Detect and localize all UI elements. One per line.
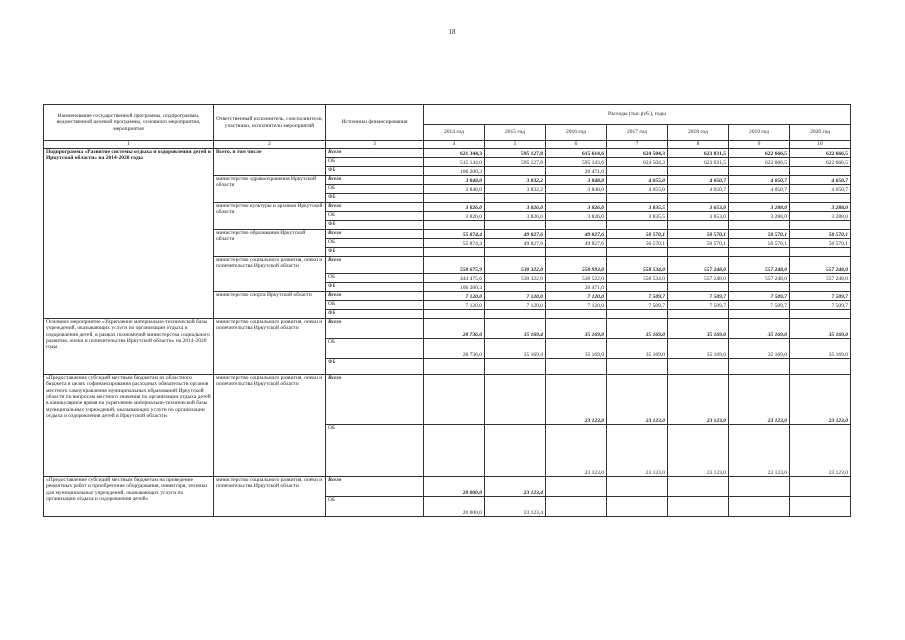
amount-cell xyxy=(424,221,485,230)
amount-cell: 4 050,7 xyxy=(668,176,729,185)
header-year: 2019 год xyxy=(729,125,790,141)
amount-cell: 3 848,0 xyxy=(546,185,607,194)
amount-cell xyxy=(668,194,729,203)
amount-cell: 23 123,0 xyxy=(668,375,729,425)
amount-cell: 7 509,7 xyxy=(729,301,790,310)
amount-cell: 106 200,3 xyxy=(424,283,485,292)
amount-cell: 20 471,0 xyxy=(546,283,607,292)
funding-source: ОБ xyxy=(326,425,424,477)
amount-cell: 50 570,1 xyxy=(607,239,668,248)
column-number: 4 xyxy=(424,141,485,149)
amount-cell: 530 322,0 xyxy=(485,274,546,283)
amount-cell xyxy=(485,425,546,477)
amount-cell: 23 123,0 xyxy=(790,425,851,477)
column-number: 7 xyxy=(607,141,668,149)
program-name: Основное мероприятие «Укрепление материально-технической базы учреждений, оказывающих услуги по организации отдыха и оздоровления детей, в рамках полномочий министерства социального развития, опеки и попечительства Иркутской области» на 2014-2020 годы xyxy=(44,319,214,375)
amount-cell xyxy=(668,359,729,375)
amount-cell: 35 169,4 xyxy=(485,339,546,359)
amount-cell xyxy=(607,477,668,497)
amount-cell: 7 509,7 xyxy=(790,301,851,310)
amount-cell: 55 874,4 xyxy=(424,230,485,239)
amount-cell xyxy=(424,310,485,319)
amount-cell xyxy=(729,194,790,203)
header-year: 2014 год xyxy=(424,125,485,141)
amount-cell: 530 522,0 xyxy=(546,274,607,283)
amount-cell: 3 653,0 xyxy=(668,212,729,221)
amount-cell: 50 570,1 xyxy=(729,230,790,239)
amount-cell: 35 169,0 xyxy=(546,319,607,339)
amount-cell xyxy=(607,194,668,203)
amount-cell xyxy=(790,194,851,203)
amount-cell: 3 826,0 xyxy=(485,212,546,221)
amount-cell: 4 050,7 xyxy=(729,185,790,194)
column-number: 3 xyxy=(326,141,424,149)
amount-cell: 49 827,6 xyxy=(485,239,546,248)
amount-cell xyxy=(790,497,851,517)
amount-cell xyxy=(729,283,790,292)
amount-cell xyxy=(729,359,790,375)
amount-cell: 49 827,6 xyxy=(546,230,607,239)
amount-cell: 3 835,5 xyxy=(607,212,668,221)
amount-cell xyxy=(668,310,729,319)
column-number: 9 xyxy=(729,141,790,149)
amount-cell xyxy=(668,283,729,292)
amount-cell: 23 123,4 xyxy=(485,497,546,517)
amount-cell: 50 570,1 xyxy=(729,239,790,248)
program-name: Подпрограмма «Развитие системы отдыха и оздоровления детей в Иркутской области» на 2014-2020 годы xyxy=(44,149,214,319)
amount-cell: 7 509,7 xyxy=(729,292,790,301)
amount-cell: 530 322,0 xyxy=(485,257,546,274)
amount-cell xyxy=(546,221,607,230)
amount-cell: 35 169,0 xyxy=(546,339,607,359)
amount-cell xyxy=(424,425,485,477)
funding-source: ОБ xyxy=(326,239,424,248)
amount-cell: 3 826,0 xyxy=(546,212,607,221)
header-year: 2020 год xyxy=(790,125,851,141)
amount-cell xyxy=(729,497,790,517)
amount-cell xyxy=(607,283,668,292)
amount-cell: 23 123,0 xyxy=(729,375,790,425)
amount-cell xyxy=(790,248,851,257)
table-row xyxy=(44,375,851,425)
funding-source: ОБ xyxy=(326,497,424,517)
amount-cell: 7 509,7 xyxy=(607,301,668,310)
executor: министерство социального развития, опеки и попечительства Иркутской области xyxy=(214,477,326,517)
funding-source: ФБ xyxy=(326,283,424,292)
amount-cell: 23 123,0 xyxy=(546,375,607,425)
amount-cell: 35 169,4 xyxy=(485,319,546,339)
amount-cell xyxy=(607,359,668,375)
header-name: Наименование государственной программы, подпрограммы, ведомственной целевой программы, основного мероприятия, мероприятия xyxy=(44,105,214,141)
amount-cell: 3 288,0 xyxy=(729,203,790,212)
amount-cell: 624 504,3 xyxy=(607,149,668,158)
funding-source: ОБ xyxy=(326,301,424,310)
funding-source: Всего xyxy=(326,230,424,239)
funding-source: Всего xyxy=(326,257,424,274)
amount-cell: 557 248,0 xyxy=(729,257,790,274)
amount-cell: 3 832,2 xyxy=(485,185,546,194)
amount-cell xyxy=(607,497,668,517)
program-name: «Предоставление субсидий местным бюджетам на проведение ремонтных работ и приобретение оборудования, инвентаря, техники для муниципальных учреждений, оказывающих услуги по организации отдыха и оздоровления детей» xyxy=(44,477,214,517)
funding-source: Всего xyxy=(326,176,424,185)
amount-cell: 3 826,0 xyxy=(424,203,485,212)
amount-cell: 7 120,0 xyxy=(546,301,607,310)
column-number: 6 xyxy=(546,141,607,149)
column-number: 5 xyxy=(485,141,546,149)
amount-cell: 3 653,0 xyxy=(668,203,729,212)
amount-cell: 35 169,0 xyxy=(668,339,729,359)
funding-source: ОБ xyxy=(326,339,424,359)
amount-cell xyxy=(546,194,607,203)
amount-cell: 595 127,8 xyxy=(485,158,546,167)
table-row xyxy=(44,149,851,158)
funding-source: ОБ xyxy=(326,185,424,194)
amount-cell: 4 050,7 xyxy=(729,176,790,185)
amount-cell xyxy=(729,167,790,176)
amount-cell xyxy=(546,359,607,375)
amount-cell: 3 288,0 xyxy=(729,212,790,221)
amount-cell xyxy=(485,375,546,425)
amount-cell: 35 169,0 xyxy=(729,319,790,339)
amount-cell: 7 120,0 xyxy=(485,292,546,301)
amount-cell xyxy=(729,310,790,319)
amount-cell xyxy=(729,248,790,257)
amount-cell: 622 666,5 xyxy=(790,149,851,158)
amount-cell: 3 826,0 xyxy=(424,212,485,221)
column-number: 2 xyxy=(214,141,326,149)
header-year: 2015 год xyxy=(485,125,546,141)
amount-cell xyxy=(485,221,546,230)
amount-cell xyxy=(729,221,790,230)
amount-cell xyxy=(668,477,729,497)
amount-cell xyxy=(485,359,546,375)
amount-cell xyxy=(668,167,729,176)
column-number: 1 xyxy=(44,141,214,149)
executor: министерство образования Иркутской области xyxy=(214,230,326,257)
page-number: 18 xyxy=(448,28,456,36)
amount-cell: 50 570,1 xyxy=(668,230,729,239)
column-number: 10 xyxy=(790,141,851,149)
amount-cell: 4 050,7 xyxy=(790,176,851,185)
executor: министерство спорта Иркутской области xyxy=(214,292,326,319)
amount-cell: 7 509,7 xyxy=(607,292,668,301)
funding-source: ФБ xyxy=(326,310,424,319)
funding-source: ФБ xyxy=(326,248,424,257)
amount-cell: 23 123,0 xyxy=(668,425,729,477)
amount-cell: 4 055,0 xyxy=(607,185,668,194)
amount-cell: 7 120,0 xyxy=(546,292,607,301)
funding-source: Всего xyxy=(326,203,424,212)
header-expenses: Расходы (тыс.руб.), годы xyxy=(424,105,851,125)
executor: министерство социального развития, опеки и попечительства Иркутской области xyxy=(214,319,326,375)
amount-cell: 3 826,0 xyxy=(485,203,546,212)
amount-cell: 106 200,3 xyxy=(424,167,485,176)
amount-cell: 49 827,6 xyxy=(546,239,607,248)
amount-cell: 557 248,0 xyxy=(668,274,729,283)
amount-cell: 3 848,0 xyxy=(424,185,485,194)
executor: министерство социального развития, опеки и попечительства Иркутской области xyxy=(214,257,326,292)
amount-cell: 558 534,0 xyxy=(607,274,668,283)
amount-cell xyxy=(790,359,851,375)
amount-cell: 622 666,5 xyxy=(729,158,790,167)
amount-cell: 4 050,7 xyxy=(790,185,851,194)
program-name: «Предоставление субсидий местным бюджетам из областного бюджета в целях софинансирования расходных обязательств органов местного самоуправления муниципальных образований Иркутской области по вопросам местного значения по организации отдыха детей в каникулярное время на укрепление материально-технической базы муниципальных учреждений, оказывающих услуги по организации отдыха и оздоровления детей в Иркутской области» xyxy=(44,375,214,477)
funding-source: ФБ xyxy=(326,167,424,176)
funding-source: Всего xyxy=(326,292,424,301)
amount-cell xyxy=(485,310,546,319)
amount-cell: 615 614,6 xyxy=(546,149,607,158)
header-year: 2017 год xyxy=(607,125,668,141)
amount-cell: 7 120,0 xyxy=(485,301,546,310)
amount-cell: 50 570,1 xyxy=(668,239,729,248)
amount-cell: 50 570,1 xyxy=(790,230,851,239)
amount-cell: 622 666,5 xyxy=(790,158,851,167)
amount-cell xyxy=(668,221,729,230)
funding-source: Всего xyxy=(326,319,424,339)
amount-cell xyxy=(424,359,485,375)
amount-cell: 35 169,0 xyxy=(790,339,851,359)
amount-cell xyxy=(485,248,546,257)
funding-source: ФБ xyxy=(326,359,424,375)
amount-cell: 28 736,0 xyxy=(424,339,485,359)
column-number: 8 xyxy=(668,141,729,149)
amount-cell: 55 874,4 xyxy=(424,239,485,248)
amount-cell xyxy=(607,221,668,230)
amount-cell: 50 570,1 xyxy=(607,230,668,239)
table-row xyxy=(44,477,851,497)
amount-cell: 7 509,7 xyxy=(668,292,729,301)
amount-cell: 35 169,0 xyxy=(729,339,790,359)
amount-cell xyxy=(790,477,851,497)
amount-cell: 557 248,0 xyxy=(790,257,851,274)
amount-cell xyxy=(546,310,607,319)
amount-cell: 515 144,0 xyxy=(424,158,485,167)
amount-cell xyxy=(424,375,485,425)
amount-cell: 7 120,0 xyxy=(424,292,485,301)
funding-source: ОБ xyxy=(326,274,424,283)
amount-cell xyxy=(668,497,729,517)
amount-cell: 35 169,0 xyxy=(607,319,668,339)
executor: министерство здравоохранения Иркутской области xyxy=(214,176,326,203)
amount-cell: 557 248,0 xyxy=(790,274,851,283)
funding-source: Всего xyxy=(326,375,424,425)
amount-cell xyxy=(424,248,485,257)
amount-cell: 49 827,6 xyxy=(485,230,546,239)
amount-cell xyxy=(485,167,546,176)
amount-cell: 20 471,0 xyxy=(546,167,607,176)
funding-source: Всего xyxy=(326,149,424,158)
amount-cell: 20 000,0 xyxy=(424,477,485,497)
amount-cell xyxy=(607,167,668,176)
amount-cell xyxy=(790,310,851,319)
amount-cell xyxy=(485,194,546,203)
amount-cell: 23 123,0 xyxy=(790,375,851,425)
amount-cell: 35 169,0 xyxy=(790,319,851,339)
amount-cell: 444 475,6 xyxy=(424,274,485,283)
amount-cell: 550 993,0 xyxy=(546,257,607,274)
amount-cell: 23 123,0 xyxy=(729,425,790,477)
header-year: 2016 год xyxy=(546,125,607,141)
amount-cell xyxy=(607,310,668,319)
amount-cell xyxy=(790,167,851,176)
financing-table xyxy=(43,104,851,517)
amount-cell: 624 504,3 xyxy=(607,158,668,167)
amount-cell xyxy=(790,221,851,230)
header-executor: Ответственный исполнитель, соисполнители, участники, исполнители мероприятий xyxy=(214,105,326,141)
amount-cell: 623 031,5 xyxy=(668,149,729,158)
amount-cell: 23 123,0 xyxy=(546,425,607,477)
amount-cell: 3 835,5 xyxy=(607,203,668,212)
amount-cell: 595 143,6 xyxy=(546,158,607,167)
amount-cell: 3 848,0 xyxy=(424,176,485,185)
amount-cell: 23 123,0 xyxy=(607,375,668,425)
funding-source: ОБ xyxy=(326,158,424,167)
amount-cell: 3 832,2 xyxy=(485,176,546,185)
amount-cell: 557 248,0 xyxy=(668,257,729,274)
amount-cell: 35 169,0 xyxy=(668,319,729,339)
funding-source: Всего xyxy=(326,477,424,497)
header-year: 2018 год xyxy=(668,125,729,141)
amount-cell: 3 288,0 xyxy=(790,203,851,212)
table-row xyxy=(44,319,851,339)
funding-source: ОБ xyxy=(326,212,424,221)
amount-cell: 23 123,4 xyxy=(485,477,546,497)
header-source: Источники финансирования xyxy=(326,105,424,141)
amount-cell: 7 509,7 xyxy=(790,292,851,301)
amount-cell xyxy=(546,248,607,257)
amount-cell: 621 344,3 xyxy=(424,149,485,158)
executor: министерство культуры и архивов Иркутской области xyxy=(214,203,326,230)
amount-cell: 622 666,5 xyxy=(729,149,790,158)
funding-source: ФБ xyxy=(326,194,424,203)
amount-cell: 50 570,1 xyxy=(790,239,851,248)
amount-cell xyxy=(668,248,729,257)
amount-cell xyxy=(790,283,851,292)
amount-cell xyxy=(546,477,607,497)
amount-cell: 595 127,8 xyxy=(485,149,546,158)
amount-cell: 35 169,0 xyxy=(607,339,668,359)
executor: Всего, в том числе xyxy=(214,149,326,176)
amount-cell xyxy=(729,477,790,497)
executor: министерство социального развития, опеки и попечительства Иркутской области xyxy=(214,375,326,477)
amount-cell: 3 826,0 xyxy=(546,203,607,212)
amount-cell: 550 675,9 xyxy=(424,257,485,274)
amount-cell: 7 509,7 xyxy=(668,301,729,310)
amount-cell: 3 288,0 xyxy=(790,212,851,221)
amount-cell: 7 120,0 xyxy=(424,301,485,310)
funding-source: ФБ xyxy=(326,221,424,230)
amount-cell: 28 736,0 xyxy=(424,319,485,339)
amount-cell: 4 050,7 xyxy=(668,185,729,194)
amount-cell: 3 848,0 xyxy=(546,176,607,185)
amount-cell: 558 534,0 xyxy=(607,257,668,274)
amount-cell: 623 031,5 xyxy=(668,158,729,167)
amount-cell: 20 000,0 xyxy=(424,497,485,517)
amount-cell xyxy=(607,248,668,257)
amount-cell xyxy=(485,283,546,292)
amount-cell: 557 248,0 xyxy=(729,274,790,283)
amount-cell xyxy=(424,194,485,203)
amount-cell xyxy=(546,497,607,517)
amount-cell: 23 123,0 xyxy=(607,425,668,477)
amount-cell: 4 055,0 xyxy=(607,176,668,185)
